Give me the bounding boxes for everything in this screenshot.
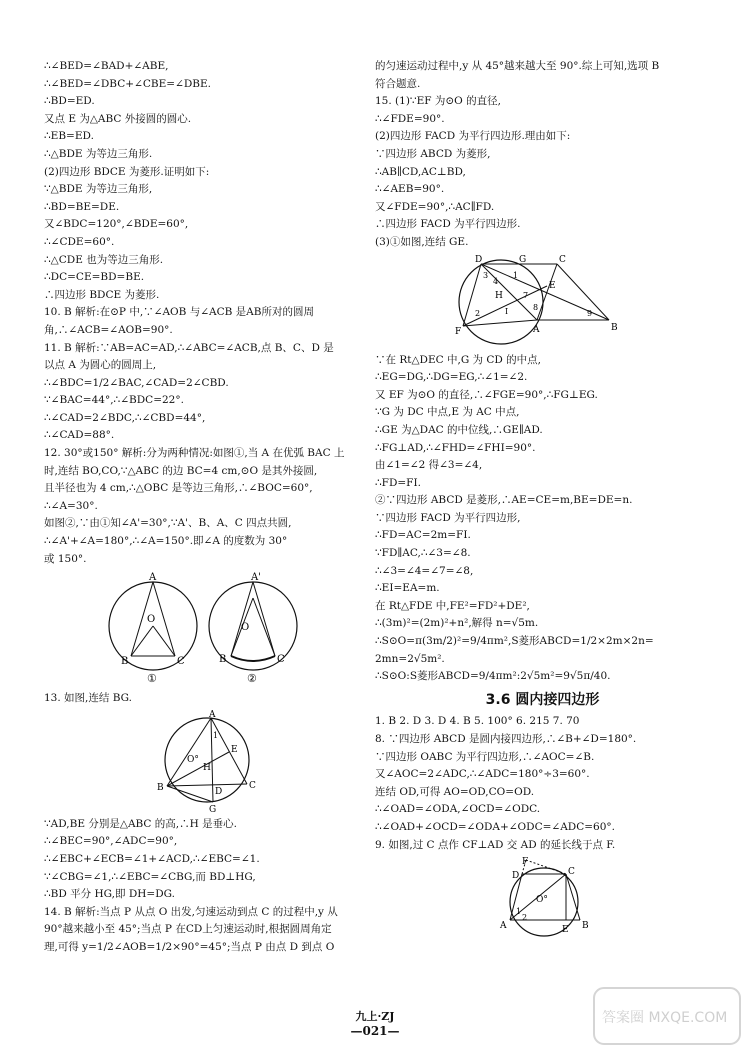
left3-line: ∴∠BEC=90°,∠ADC=90°, (44, 835, 178, 848)
fig15-label-3: 3 (482, 270, 488, 280)
left-line: ∴DC=CE=BD=BE. (44, 271, 145, 284)
right2-line: ∵FD∥AC,∴∠3=∠8. (375, 547, 471, 560)
right1-line: (3)①如图,连结 GE. (375, 235, 469, 248)
left-line: 又∠BDC=120°,∠BDE=60°, (44, 218, 189, 231)
right3-line: 8. ∵四边形 ABCD 是圆内接四边形,∴∠B+∠D=180°. (375, 733, 637, 745)
left3-line: ∴∠EBC+∠ECB=∠1+∠ACD,∴∠EBC=∠1. (44, 853, 260, 865)
left-line: 12. 30°或150° 解析:分为两种情况:如图①,当 A 在优弧 BAC 上 (44, 447, 345, 460)
fig15-label-D: D (474, 254, 482, 265)
left-line: ∴∠CDE=60°. (44, 235, 115, 248)
fig2-label-B: B (218, 654, 226, 666)
right3-line: 连结 OD,可得 AO=OD,CO=OD. (375, 785, 535, 798)
watermark-logo (592, 986, 742, 1046)
left-line: ∴∠A=30°. (44, 499, 98, 512)
left3-line: 理,可得 y=1/2∠AOB=1/2×90°=45°;当点 P 由点 D 到点 O (44, 940, 335, 953)
left3-line: ∵AD,BE 分别是△ABC 的高,∴H 是垂心. (44, 817, 237, 830)
fig15-label-7: 7 (522, 290, 528, 300)
left-line: 且半径也为 4 cm,∴△OBC 是等边三角形,∴∠BOC=60°, (44, 482, 313, 495)
right2-line: ∴EI=EA=m. (375, 582, 440, 595)
fig15-label-G: G (518, 254, 526, 265)
fig15-label-C: C (558, 254, 566, 265)
fig15-label-1: 1 (512, 270, 518, 280)
right1-line: 的匀速运动过程中,y 从 45°越来越大至 90°.综上可知,选项 B (375, 60, 660, 72)
figure-15-circle (453, 254, 633, 350)
right-column (375, 58, 710, 940)
right1-line: (2)四边形 FACD 为平行四边形.理由如下: (375, 130, 571, 143)
right2-line: ②∵四边形 ABCD 是菱形,∴AE=CE=m,BE=DE=n. (375, 494, 633, 507)
fig2-label-A: A' (250, 572, 261, 584)
left-line: 以点 A 为圆心的圆周上, (44, 359, 157, 372)
left-line: ∴△BDE 为等边三角形. (44, 147, 153, 160)
fig13-label-C: C (248, 780, 256, 791)
left-line: ∴四边形 BDCE 为菱形. (44, 288, 160, 301)
right1-line: ∵四边形 ABCD 为菱形, (375, 147, 491, 160)
right2-line: ∴S⊙O:S菱形ABCD=9/4πm²:2√5m²=9√5π/40. (375, 670, 611, 683)
left-line: ∵△BDE 为等边三角形, (44, 183, 153, 196)
fig15-label-4: 4 (492, 276, 498, 286)
fig1-label-O: O (146, 614, 155, 626)
left-line: 或 150°. (44, 552, 87, 565)
left3-line: ∴BD 平分 HG,即 DH=DG. (44, 888, 175, 901)
fig15-label-2: 2 (474, 308, 480, 318)
right1-line: 符合题意. (375, 77, 421, 90)
fig9-label-O: O° (535, 895, 548, 906)
left-line: 11. B 解析:∵AB=AC=AD,∴∠ABC=∠ACB,点 B、C、D 是 (44, 341, 334, 354)
right1-line: ∴∠AEB=90°. (375, 183, 445, 196)
right3-line: 又∠AOC=2∠ADC,∴∠ADC=180°÷3=60°. (375, 768, 590, 781)
right3-line: ∴∠OAD=∠ODA,∠OCD=∠ODC. (375, 803, 541, 816)
right1-line: ∴AB∥CD,AC⊥BD, (375, 165, 466, 178)
right1-line: ∴∠FDE=90°. (375, 112, 445, 125)
fig13-label-H: H (202, 762, 211, 773)
left-line: 如图②,∵由①知∠A'=30°,∵A'、B、A、C 四点共圆, (44, 517, 292, 530)
left2-line: 13. 如图,连结 BG. (44, 692, 132, 705)
fig1-label-C: C (176, 656, 185, 668)
right2-line: ∴S⊙O=π(3m/2)²=9/4πm²,S菱形ABCD=1/2×2m×2n= (375, 635, 654, 648)
left-line: 又点 E 为△ABC 外接圆的圆心. (44, 112, 192, 125)
figure-9-circle (488, 856, 598, 938)
fig9-label-C: C (567, 867, 575, 878)
right2-line: 2mn=2√5m². (375, 652, 445, 665)
fig15-label-A: A (532, 324, 539, 335)
right2-line: ∴EG=DG,∴DG=EG,∴∠1=∠2. (375, 371, 528, 384)
left-line: ∴∠A'+∠A=180°,∴∠A=150°.即∠A 的度数为 30° (44, 535, 288, 548)
fig9-label-D: D (511, 871, 519, 882)
section-title: 3.6 圆内接四边形 (485, 691, 600, 708)
right2-line: ∴FD=AC=2m=FI. (375, 529, 471, 542)
fig9-label-A: A (499, 921, 506, 932)
right2-line: ∴FD=FI. (375, 476, 421, 489)
right2-line: ∴FG⊥AD,∴∠FHD=∠FHI=90°. (375, 441, 536, 454)
right2-line: ∵G 为 DC 中点,E 为 AC 中点, (375, 406, 520, 419)
fig15-label-B: B (610, 322, 618, 333)
left-line: 时,连结 BO,CO,∵△ABC 的边 BC=4 cm,⊙O 是其外接圆, (44, 464, 318, 477)
left-line: ∴∠BED=∠DBC+∠CBE=∠DBE. (44, 77, 211, 90)
right1-line: ∴四边形 FACD 为平行四边形. (375, 218, 521, 231)
right1-line: 又∠FDE=90°,∴AC∥FD. (375, 200, 495, 213)
fig15-label-E: E (548, 280, 556, 291)
right2-line: ∴∠3=∠4=∠7=∠8, (375, 564, 474, 577)
fig15-label-9: 9 (586, 308, 592, 318)
fig9-label-2: 2 (521, 913, 527, 923)
fig13-label-G: G (208, 804, 216, 814)
left-line: ∴∠BDC=1/2∠BAC,∠CAD=2∠CBD. (44, 376, 229, 389)
right2-line: 由∠1=∠2 得∠3=∠4, (375, 459, 483, 472)
right2-line: ∴(3m)²=(2m)²+n²,解得 n=√5m. (375, 617, 539, 630)
fig13-label-B: B (156, 782, 164, 793)
right2-line: 又 EF 为⊙O 的直径,∴∠FGE=90°,∴FG⊥EG. (375, 388, 598, 401)
right2-line: ∵在 Rt△DEC 中,G 为 CD 的中点, (375, 353, 542, 366)
left-line: 角,∴∠ACB=∠AOB=90°. (44, 323, 173, 336)
fig9-label-E: E (561, 925, 569, 936)
fig1-label-A: A (148, 572, 156, 584)
left-line: 10. B 解析:在⊙P 中,∵∠AOB 与∠ACB 是AB所对的圆周 (44, 306, 314, 319)
right3-line: 9. 如图,过 C 点作 CF⊥AD 交 AD 的延长线于点 F. (375, 838, 616, 851)
left-line: ∴∠CAD=2∠BDC,∴∠CBD=44°, (44, 411, 206, 424)
right2-line: 在 Rt△FDE 中,FE²=FD²+DE², (375, 599, 530, 612)
left-line: ∴△CDE 也为等边三角形. (44, 253, 164, 266)
fig13-label-O: O° (186, 754, 199, 765)
fig2-label-num: ② (246, 672, 257, 686)
figure-12-circles (107, 570, 307, 688)
right3-line: 1. B 2. D 3. D 4. B 5. 100° 6. 215 7. 70 (375, 715, 580, 728)
fig13-label-A: A (208, 709, 215, 720)
fig1-label-num: ① (146, 672, 157, 686)
left-line: ∴∠BED=∠BAD+∠ABE, (44, 60, 169, 72)
fig15-label-8: 8 (532, 302, 538, 312)
fig13-label-1: 1 (212, 730, 218, 740)
fig13-label-D: D (214, 786, 222, 797)
right2-line: ∵四边形 FACD 为平行四边形, (375, 511, 521, 524)
right3-line: ∴∠OAD+∠OCD=∠ODA+∠ODC=∠ADC=60°. (375, 820, 615, 833)
left-line: (2)四边形 BDCE 为菱形.证明如下: (44, 165, 210, 178)
left-line: ∵∠BAC=44°,∴∠BDC=22°. (44, 394, 184, 407)
fig15-label-I: I (504, 306, 508, 316)
page-number: —021— (350, 1024, 400, 1038)
fig9-label-1: 1 (515, 907, 521, 917)
right2-line: ∴GE 为△DAC 的中位线,∴GE∥AD. (375, 423, 543, 436)
watermark-text: 答案圈 MXQE.COM (602, 1010, 728, 1026)
fig9-label-B: B (581, 921, 589, 932)
left-column (44, 58, 369, 957)
fig1-label-B: B (120, 656, 128, 668)
left3-line: 90°越来越小至 45°;当点 P 在CD上匀速运动时,根据圆周角定 (44, 923, 332, 936)
footer-label: 九上·ZJ (355, 1010, 395, 1023)
fig2-label-C: C (276, 654, 285, 666)
left-line: ∴EB=ED. (44, 130, 94, 143)
right3-line: ∵四边形 OABC 为平行四边形,∴∠AOC=∠B. (375, 750, 595, 763)
figure-13-circle (147, 710, 267, 814)
left-line: ∴∠CAD=88°. (44, 429, 115, 442)
left3-line: 14. B 解析:当点 P 从点 O 出发,匀速运动到点 C 的过程中,y 从 (44, 905, 338, 918)
left-line: ∴BD=BE=DE. (44, 200, 120, 213)
fig13-label-E: E (230, 744, 238, 755)
left-line: ∴BD=ED. (44, 95, 95, 108)
left3-line: ∵∠CBG=∠1,∴∠EBC=∠CBG,而 BD⊥HG, (44, 870, 256, 883)
fig2-label-O: O (240, 622, 249, 634)
right1-line: 15. (1)∵EF 为⊙O 的直径, (375, 95, 501, 108)
fig15-label-F: F (454, 326, 461, 337)
fig9-label-F: F (521, 857, 528, 868)
fig15-label-H: H (494, 290, 503, 301)
